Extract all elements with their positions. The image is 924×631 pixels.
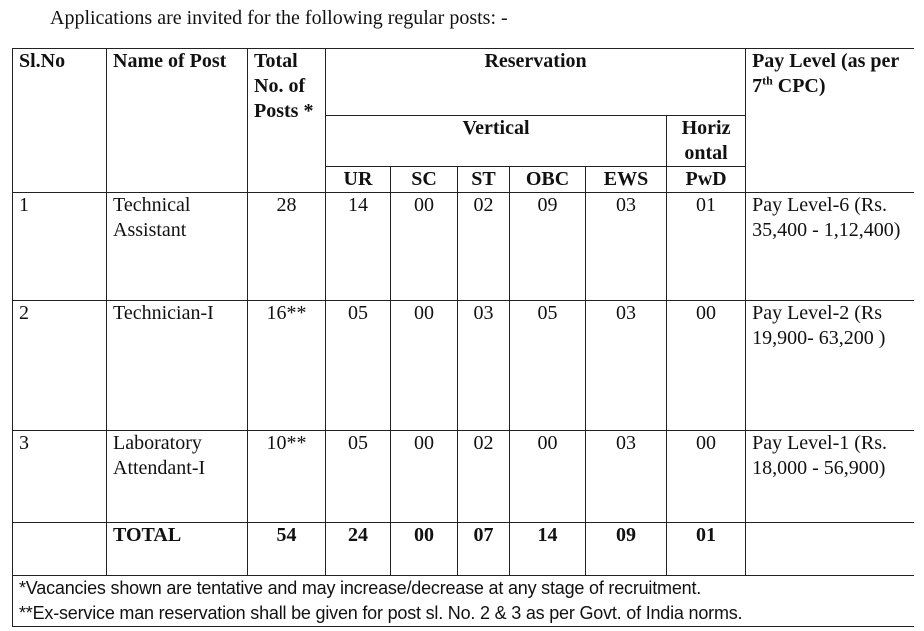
posts-table-wrap: [12, 48, 914, 631]
total-ur: 24: [326, 523, 391, 576]
cell-sl: 1: [13, 193, 107, 301]
header-obc: OBC: [510, 167, 586, 193]
cell-sc: 00: [391, 301, 458, 431]
total-row: [13, 523, 915, 576]
header-reservation: Reservation: [326, 49, 746, 116]
total-label: TOTAL: [107, 523, 248, 576]
cell-obc: 09: [510, 193, 586, 301]
header-post-name: Name of Post: [107, 49, 248, 193]
total-sc: 00: [391, 523, 458, 576]
header-ur: UR: [326, 167, 391, 193]
note-vacancies: *Vacancies shown are tentative and may increase/decrease at any stage of recruitment.: [19, 578, 702, 598]
cell-sc: 00: [391, 193, 458, 301]
cell-total: 16**: [248, 301, 326, 431]
cell-pwd: 00: [667, 301, 746, 431]
cell-total: 28: [248, 193, 326, 301]
cell-ur: 05: [326, 431, 391, 523]
notes-cell: [13, 576, 915, 627]
cell-post: Technician-I: [107, 301, 248, 431]
cell-ews: 03: [586, 301, 667, 431]
table-row: [13, 193, 915, 301]
cell-obc: 05: [510, 301, 586, 431]
header-pay-level: Pay Level (as per 7th CPC): [746, 49, 914, 193]
header-total-posts: Total No. of Posts *: [248, 49, 326, 193]
cell-ur: 14: [326, 193, 391, 301]
cell-sl: 2: [13, 301, 107, 431]
header-sl-no: Sl.No: [13, 49, 107, 193]
cell-pwd: 01: [667, 193, 746, 301]
cell-pay: Pay Level-6 (Rs. 35,400 - 1,12,400): [746, 193, 914, 301]
cell-st: 02: [458, 431, 510, 523]
cell-sl: 3: [13, 431, 107, 523]
intro-text: Applications are invited for the following regular posts: -: [50, 7, 508, 29]
table-row: [13, 431, 915, 523]
total-st: 07: [458, 523, 510, 576]
header-st: ST: [458, 167, 510, 193]
cell-ews: 03: [586, 193, 667, 301]
cell-pay: Pay Level-1 (Rs. 18,000 - 56,900): [746, 431, 914, 523]
notes-row: [13, 576, 915, 627]
cell-total: 10**: [248, 431, 326, 523]
header-horizontal: Horiz ontal: [667, 116, 746, 167]
header-ews: EWS: [586, 167, 667, 193]
cell-st: 03: [458, 301, 510, 431]
header-sc: SC: [391, 167, 458, 193]
posts-table: [12, 48, 914, 627]
note-ex-serviceman: **Ex-service man reservation shall be given for post sl. No. 2 & 3 as per Govt. of India norms.: [19, 603, 743, 623]
cell-sc: 00: [391, 431, 458, 523]
total-pwd: 01: [667, 523, 746, 576]
cell-post: Technical Assistant: [107, 193, 248, 301]
cell-ur: 05: [326, 301, 391, 431]
total-ews: 09: [586, 523, 667, 576]
cell-pay: Pay Level-2 (Rs 19,900- 63,200 ): [746, 301, 914, 431]
header-vertical: Vertical: [326, 116, 667, 167]
cell-pwd: 00: [667, 431, 746, 523]
cell-post: Laboratory Attendant-I: [107, 431, 248, 523]
cell-obc: 00: [510, 431, 586, 523]
total-posts: 54: [248, 523, 326, 576]
header-pwd: PwD: [667, 167, 746, 193]
cell-st: 02: [458, 193, 510, 301]
table-row: [13, 301, 915, 431]
total-obc: 14: [510, 523, 586, 576]
cell-ews: 03: [586, 431, 667, 523]
